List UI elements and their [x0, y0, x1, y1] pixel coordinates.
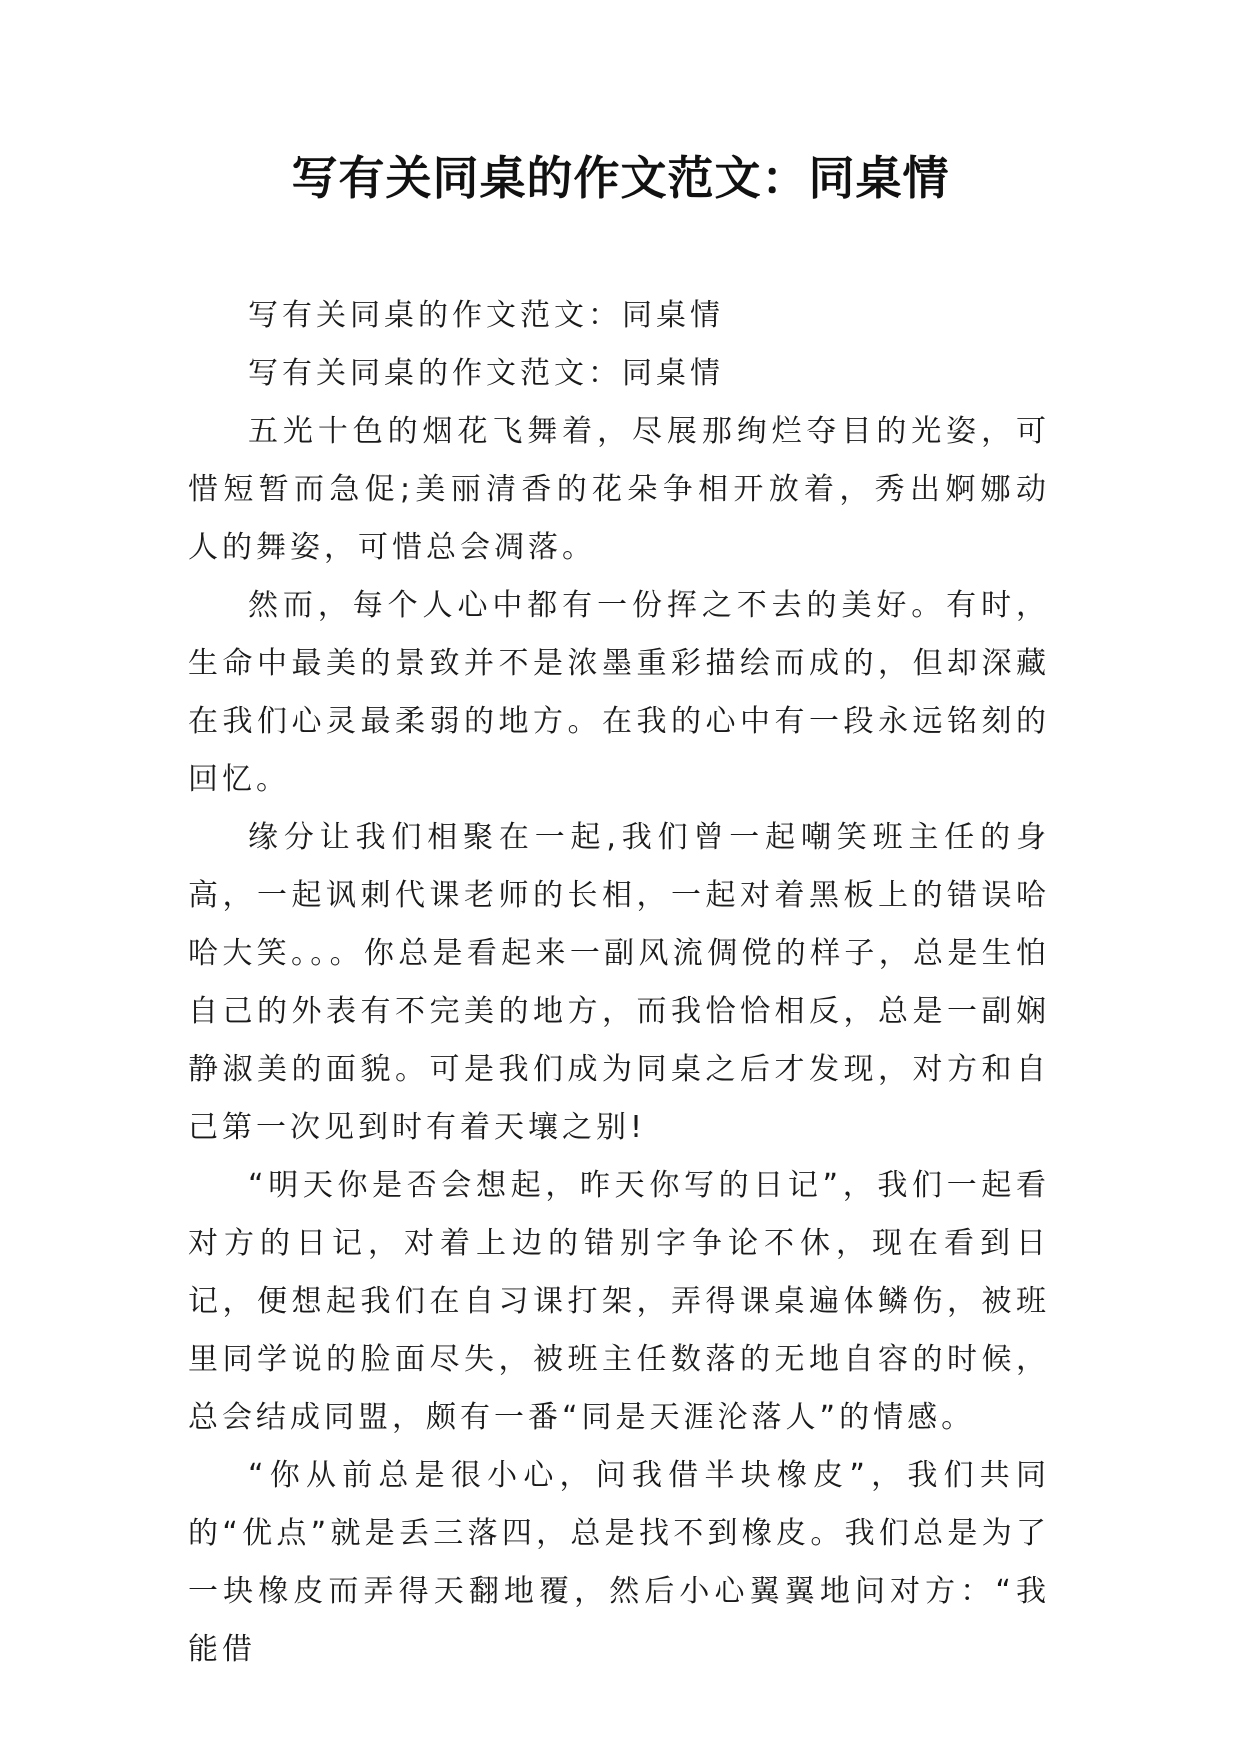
paragraph-memory: 然而，每个人心中都有一份挥之不去的美好。有时，生命中最美的景致并不是浓墨重彩描绘而成的，但却深藏在我们心灵最柔弱的地方。在我的心中有一段永远铭刻的回忆。: [188, 588, 1050, 797]
document-title: 写有关同桌的作文范文：同桌情: [291, 151, 950, 205]
paragraph-eraser: “你从前总是很小心，问我借半块橡皮”，我们共同的“优点”就是丢三落四，总是找不到橡皮。我们总是为了一块橡皮而弄得天翻地覆，然后小心翼翼地问对方：“我能借: [188, 1458, 1050, 1667]
paragraph-subtitle-1: 写有关同桌的作文范文：同桌情: [248, 298, 724, 333]
paragraph-subtitle-2: 写有关同桌的作文范文：同桌情: [248, 356, 724, 391]
document-body: [188, 287, 1050, 1679]
paragraph-fireworks: 五光十色的烟花飞舞着，尽展那绚烂夺目的光姿，可惜短暂而急促;美丽清香的花朵争相开放着，秀出婀娜动人的舞姿，可惜总会凋落。: [188, 414, 1050, 565]
paragraph-fate: 缘分让我们相聚在一起,我们曾一起嘲笑班主任的身高，一起讽刺代课老师的长相，一起对着黑板上的错误哈哈大笑。。。你总是看起来一副风流倜傥的样子，总是生怕自己的外表有不完美的地方，而我恰恰相反，总是一副娴静淑美的面貌。可是我们成为同桌之后才发现，对方和自己第一次见到时有着天壤之别!: [188, 820, 1050, 1145]
paragraph-diary: “明天你是否会想起，昨天你写的日记”，我们一起看对方的日记，对着上边的错别字争论不休，现在看到日记，便想起我们在自习课打架，弄得课桌遍体鳞伤，被班里同学说的脸面尽失，被班主任数落的无地自容的时候，总会结成同盟，颇有一番“同是天涯沦落人”的情感。: [188, 1168, 1050, 1435]
